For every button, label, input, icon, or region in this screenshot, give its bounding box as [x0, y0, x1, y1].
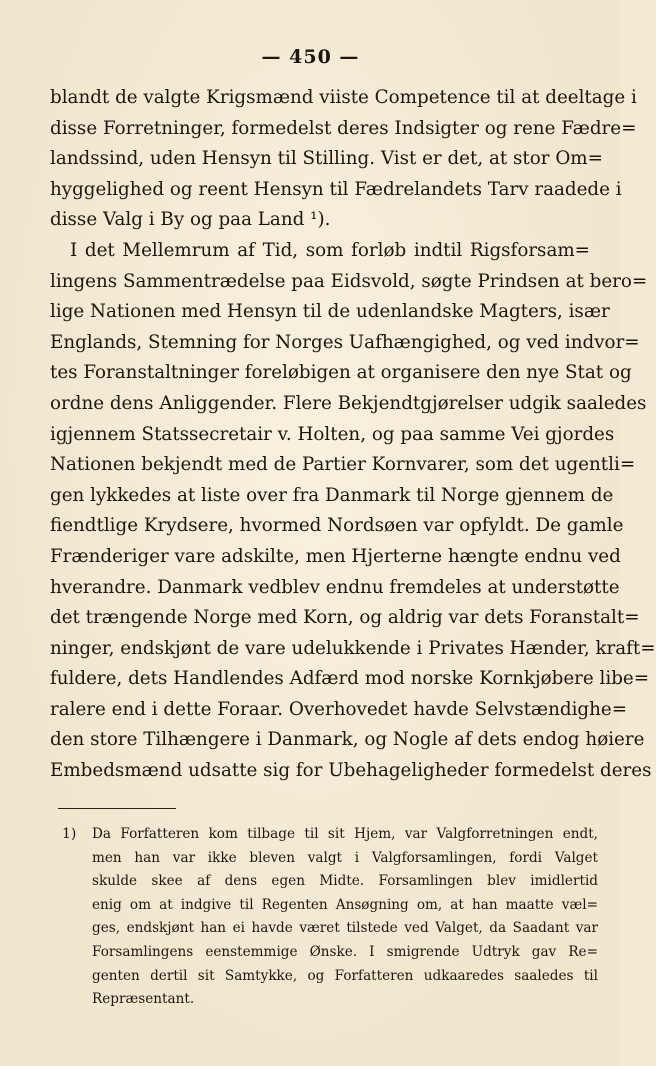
footnote-line: Forsamlingens eenstemmige Ønske. I smigrende Udtryk gav Re= — [92, 943, 598, 960]
footnote-divider — [58, 808, 176, 809]
text-line: fiendtlige Krydsere, hvormed Nordsøen var opfyldt. De gamle — [50, 515, 624, 537]
text-line: gen lykkedes at liste over fra Danmark til Norge gjennem de — [50, 484, 614, 506]
text-line: igjennem Statssecretair v. Holten, og paa samme Vei gjordes — [50, 423, 615, 445]
text-line: den store Tilhængere i Danmark, og Nogle af dets endog høiere — [50, 729, 645, 751]
text-line: det trængende Norge med Korn, og aldrig var dets Foranstalt= — [50, 607, 640, 629]
text-line: lingens Sammentrædelse paa Eidsvold, søgte Prindsen at bero= — [50, 270, 648, 292]
text-line: hyggelighed og reent Hensyn til Fædrelandets Tarv raadede i — [50, 178, 622, 200]
text-line: landssind, uden Hensyn til Stilling. Vist er det, at stor Om= — [50, 148, 603, 170]
footnote-line: Repræsentant. — [92, 991, 195, 1008]
text-line: ralere end i dette Foraar. Overhovedet havde Selvstændighe= — [50, 698, 628, 720]
text-line: ninger, endskjønt de vare udelukkende i Privates Hænder, kraft= — [50, 637, 656, 659]
text-line: I det Mellemrum af Tid, som forløb indtil Rigsforsam= — [70, 239, 590, 261]
footnote-marker: 1) — [62, 826, 77, 842]
text-line: Englands, Stemning for Norges Uafhængighed, og ved indvor= — [50, 331, 640, 353]
text-line: Nationen bekjendt med de Partier Kornvarer, som det ugentli= — [50, 454, 636, 476]
text-line: blandt de valgte Krigsmænd viiste Competence til at deeltage i — [50, 87, 637, 108]
text-line: hverandre. Danmark vedblev endnu fremdeles at understøtte — [50, 576, 620, 598]
text-line: lige Nationen med Hensyn til de udenlandske Magters, især — [50, 301, 610, 323]
footnote-line: skulde skee af dens egen Midte. Forsamlingen blev imidlertid — [92, 873, 598, 890]
footnote-line: ges, endskjønt han ei havde været tilstede ved Valget, da Saadant var — [92, 920, 598, 937]
text-line: Frænderiger vare adskilte, men Hjerterne hængte endnu ved — [50, 545, 621, 567]
text-line: tes Foranstaltninger foreløbigen at organisere den nye Stat og — [50, 362, 632, 384]
footnote-line: Da Forfatteren kom tilbage til sit Hjem, var Valgforretningen endt, — [92, 826, 598, 842]
text-line: ordne dens Anliggender. Flere Bekjendtgjørelser udgik saaledes — [50, 392, 647, 414]
text-line: Embedsmænd udsatte sig for Ubehageligheder formedelst deres — [50, 760, 652, 782]
footnote-text — [92, 823, 598, 1012]
footnote-line: enig om at indgive til Regenten Ansøgning om, at han maatte væl= — [92, 896, 598, 913]
main-text — [50, 83, 656, 787]
text-line: fuldere, dets Handlendes Adfærd mod norske Kornkjøbere libe= — [50, 668, 650, 690]
footnote-line: men han var ikke bleven valgt i Valgforsamlingen, fordi Valget — [92, 849, 598, 866]
text-line: disse Valg i By og paa Land ¹). — [50, 209, 331, 231]
page-number: — 450 — — [261, 46, 360, 68]
text-line: disse Forretninger, formedelst deres Indsigter og rene Fædre= — [50, 117, 637, 139]
footnote-line: genten dertil sit Samtykke, og Forfatteren udkaaredes saaledes til — [92, 967, 598, 984]
